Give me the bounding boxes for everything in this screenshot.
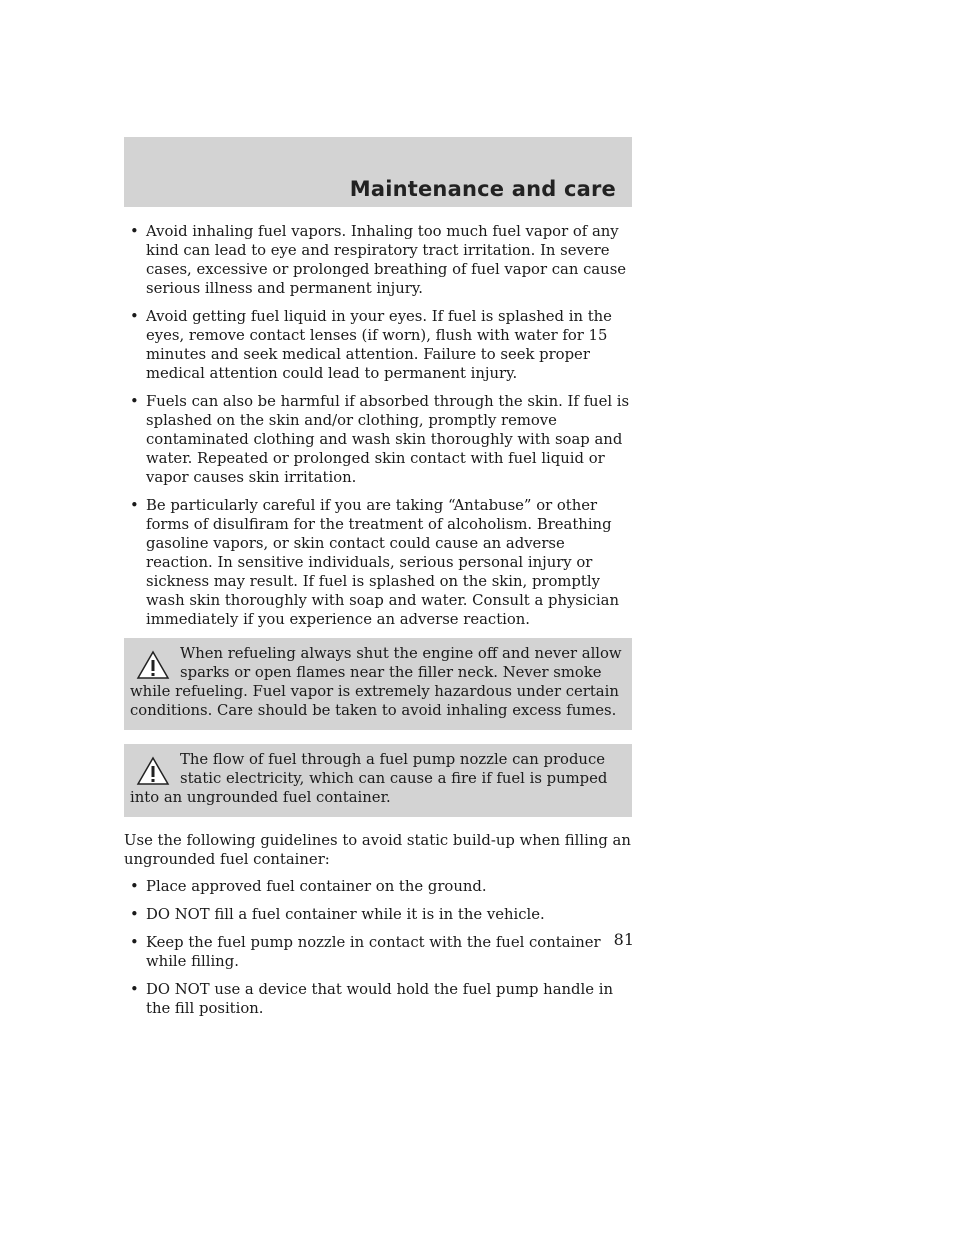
bullet-glyph: • xyxy=(130,223,139,240)
page-number: 81 xyxy=(613,930,634,949)
list-item: • DO NOT use a device that would hold the fuel pump handle in the fill position. xyxy=(130,981,613,1017)
warning-box-refueling xyxy=(124,638,632,730)
bullet-glyph: • xyxy=(130,497,139,514)
section-title: Maintenance and care xyxy=(349,177,616,201)
bullet-glyph: • xyxy=(130,981,139,998)
list-item: • Avoid inhaling fuel vapors. Inhaling too much fuel vapor of any kind can lead to eye and respiratory tract irritation. In severe cases, excessive or prolonged breathing of fuel vapor can cause serious illness and permanent injury. xyxy=(130,223,627,297)
bullet-glyph: • xyxy=(130,906,139,923)
bullet-glyph: • xyxy=(130,934,139,951)
warning-text: When refueling always shut the engine off and never allow sparks or open flames near the filler neck. Never smoke while refueling. Fuel vapor is extremely hazardous under certain conditions. Care should be taken to avoid inhaling excess fumes. xyxy=(130,645,622,719)
bullet-glyph: • xyxy=(130,308,139,325)
page-content xyxy=(124,222,632,1027)
section-header-band xyxy=(124,137,632,207)
list-item: • Place approved fuel container on the ground. xyxy=(130,878,487,895)
list-item: • Fuels can also be harmful if absorbed through the skin. If fuel is splashed on the skin and/or clothing, promptly remove contaminated clothing and wash skin thoroughly with soap and water. Repeated or prolonged skin contact with fuel liquid or vapor causes skin irritation. xyxy=(130,393,630,486)
bullet-glyph: • xyxy=(130,878,139,895)
warning-box-static xyxy=(124,744,632,817)
list-item: • Keep the fuel pump nozzle in contact with the fuel container while filling. xyxy=(130,934,601,970)
bullet-glyph: • xyxy=(130,393,139,410)
list-item: • DO NOT fill a fuel container while it is in the vehicle. xyxy=(130,906,545,923)
intro-paragraph: Use the following guidelines to avoid static build-up when filling an ungrounded fuel container: xyxy=(124,832,631,868)
list-item: • Avoid getting fuel liquid in your eyes. If fuel is splashed in the eyes, remove contact lenses (if worn), flush with water for 15 minutes and seek medical attention. Failure to seek proper medical attention could lead to permanent injury. xyxy=(130,308,612,382)
list-item: • Be particularly careful if you are taking “Antabuse” or other forms of disulfiram for the treatment of alcoholism. Breathing gasoline vapors, or skin contact could cause an adverse reaction. In sensitive individuals, serious personal injury or sickness may result. If fuel is splashed on the skin, promptly wash skin thoroughly with soap and water. Consult a physician immediately if you experience an adverse reaction. xyxy=(130,497,620,628)
warning-triangle-icon xyxy=(136,756,170,786)
warning-triangle-icon xyxy=(136,650,170,680)
warning-text: The flow of fuel through a fuel pump nozzle can produce static electricity, which can cause a fire if fuel is pumped into an ungrounded fuel container. xyxy=(130,751,608,806)
bullet-list-top xyxy=(124,222,632,629)
bullet-list-bottom xyxy=(124,877,632,1018)
